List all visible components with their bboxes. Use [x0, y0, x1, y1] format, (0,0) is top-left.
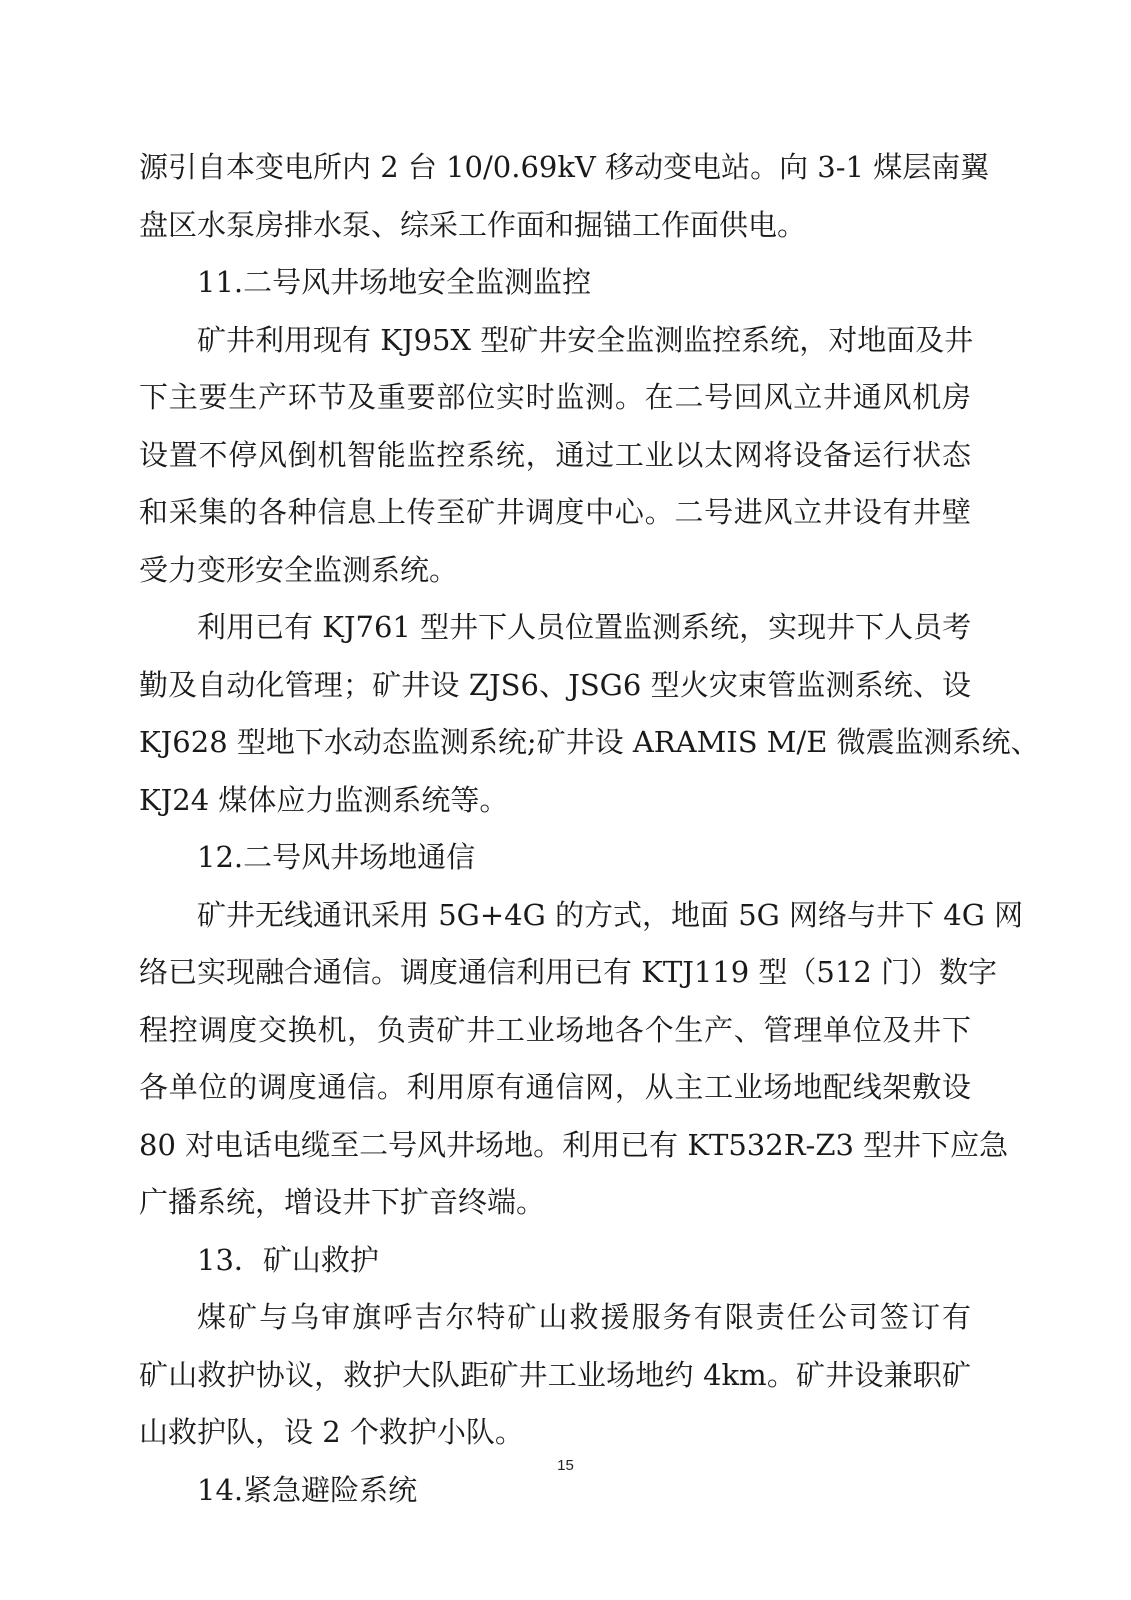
- section-heading: 13．矿山救护: [197, 1242, 379, 1277]
- text-line: KJ628 型地下水动态监测系统;矿井设 ARAMIS M/E 微震监测系统、: [139, 725, 1040, 759]
- text-line: 利用已有 KJ761 型井下人员位置监测系统，实现井下人员考: [197, 610, 972, 644]
- section-heading: 12.二号风井场地通信: [197, 840, 476, 874]
- page-number: 15: [557, 1457, 574, 1474]
- text-line: 程控调度交换机，负责矿井工业场地各个生产、管理单位及井下: [139, 1012, 971, 1047]
- text-line: 矿井利用现有 KJ95X 型矿井安全监测监控系统，对地面及井: [197, 322, 974, 357]
- text-line: 盘区水泵房排水泵、综采工作面和掘锚工作面供电。: [139, 207, 807, 242]
- text-line: 80 对电话电缆至二号风井场地。利用已有 KT532R-Z3 型井下应急: [139, 1127, 1009, 1162]
- text-line: 矿山救护协议，救护大队距矿井工业场地约 4km。矿井设兼职矿: [139, 1357, 971, 1392]
- text-line: 勤及自动化管理；矿井设 ZJS6、JSG6 型火灾束管监测系统、设: [139, 667, 971, 702]
- text-line: 山救护队，设 2 个救护小队。: [139, 1415, 524, 1449]
- text-line: KJ24 煤体应力监测系统等。: [139, 782, 509, 817]
- text-line: 和采集的各种信息上传至矿井调度中心。二号进风立井设有井壁: [139, 495, 971, 529]
- text-line: 下主要生产环节及重要部位实时监测。在二号回风立井通风机房: [139, 380, 971, 414]
- text-line: 矿井无线通讯采用 5G+4G 的方式，地面 5G 网络与井下 4G 网: [197, 897, 1024, 932]
- text-line: 源引自本变电所内 2 台 10/0.69kV 移动变电站。向 3-1 煤层南翼: [139, 150, 990, 184]
- text-line: 各单位的调度通信。利用原有通信网，从主工业场地配线架敷设: [139, 1070, 971, 1104]
- text-line: 设置不停风倒机智能监控系统，通过工业以太网将设备运行状态: [139, 437, 971, 472]
- document-body: [139, 139, 1040, 1519]
- text-line: 煤矿与乌审旗呼吉尔特矿山救援服务有限责任公司签订有: [197, 1300, 971, 1334]
- section-heading: 14.紧急避险系统: [197, 1472, 418, 1507]
- text-line: 受力变形安全监测系统。: [139, 552, 459, 587]
- section-heading: 11.二号风井场地安全监测监控: [197, 265, 592, 299]
- text-line: 络已实现融合通信。调度通信利用已有 KTJ119 型（512 门）数字: [139, 955, 997, 989]
- text-line: 广播系统，增设井下扩音终端。: [139, 1185, 546, 1219]
